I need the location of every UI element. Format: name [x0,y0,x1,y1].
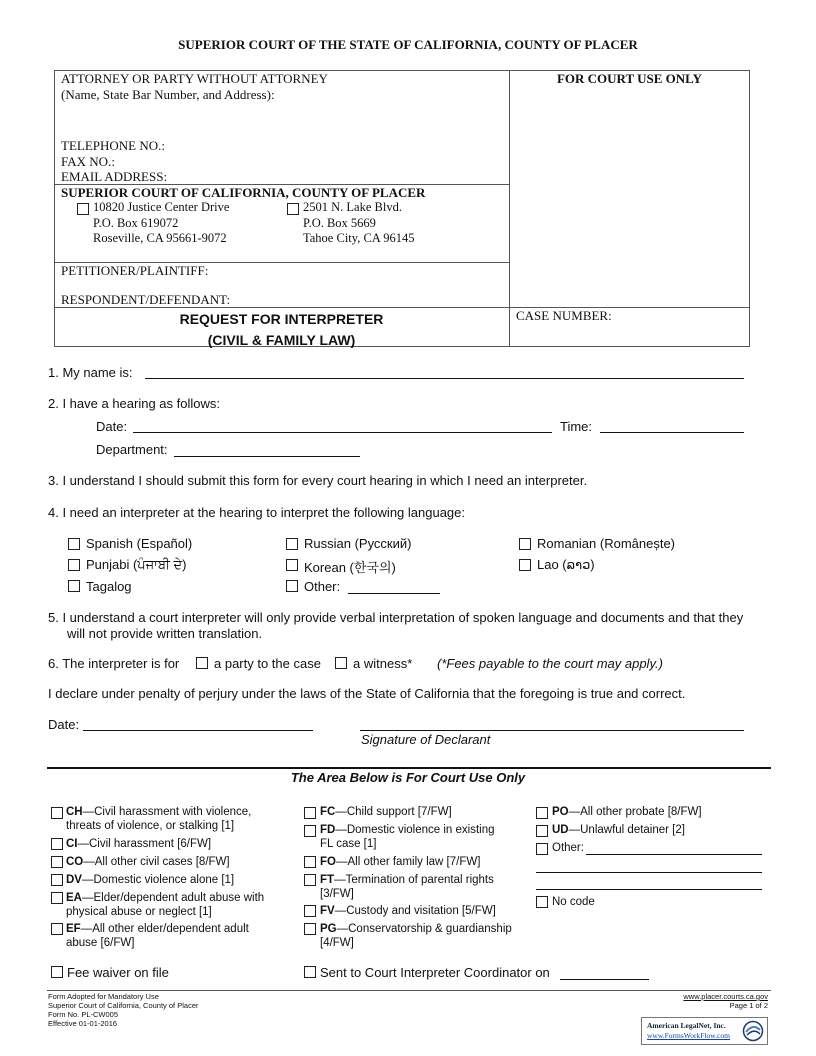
fee-waiver-checkbox[interactable] [51,966,63,978]
loc2-city: Tahoe City, CA 96145 [303,231,415,245]
department-field[interactable] [174,456,360,457]
other-language-label: Other: [304,579,341,594]
code-fc: FC—Child support [7/FW] [320,806,452,818]
item6-label: 6. The interpreter is for [48,656,180,671]
court-area-heading: The Area Below is For Court Use Only [290,770,526,785]
loc2-box: P.O. Box 5669 [303,215,376,230]
footer-divider [47,990,771,991]
page-number: Page 1 of 2 [729,1001,768,1010]
code-ea: EA—Elder/dependent adult abuse with physical abuse or neglect [1] [66,892,265,918]
spanish-checkbox[interactable] [68,538,80,550]
item5-text: 5. I understand a court interpreter will only provide verbal interpretation of spoken language and documents and that they [48,610,744,625]
hearing-date-field[interactable] [133,432,552,433]
hearing-date-label: Date: [96,419,128,434]
code-ud: UD—Unlawful detainer [2] [552,824,685,836]
loc1-city: Roseville, CA 95661-9072 [93,231,227,245]
code-co: CO—All other civil cases [8/FW] [66,856,230,868]
court-url-link[interactable]: www.placer.courts.ca.gov [683,992,768,1001]
item3-text: 3. I understand I should submit this form for every court hearing in which I need an interpreter. [48,473,588,488]
loc2-street: 2501 N. Lake Blvd. [303,200,402,214]
loc1-box: P.O. Box 619072 [93,215,179,230]
attorney-sublabel: (Name, State Bar Number, and Address): [61,87,275,102]
punjabi-checkbox[interactable] [68,559,80,571]
punjabi-label: Punjabi (ਪੰਜਾਬੀ ਦੇ) [86,557,187,572]
telephone-label: TELEPHONE NO.: [61,138,165,153]
hearing-time-label: Time: [560,419,593,434]
code-other-field-3[interactable] [536,889,762,890]
declaration-text: I declare under penalty of perjury under the laws of the State of California that the foregoing is true and correct. [48,686,686,701]
code-ea-checkbox[interactable] [51,892,63,904]
department-label: Department: [96,442,168,457]
lao-label: Lao (ລາວ) [537,557,595,572]
russian-label: Russian (Русский) [304,536,412,551]
fee-waiver-label: Fee waiver on file [67,965,169,980]
romanian-label: Romanian (Românește) [537,536,676,551]
code-ud-checkbox[interactable] [536,825,548,837]
party-label: a party to the case [214,656,321,671]
russian-checkbox[interactable] [286,538,298,550]
tagalog-checkbox[interactable] [68,580,80,592]
code-fd-checkbox[interactable] [304,825,316,837]
code-co-checkbox[interactable] [51,856,63,868]
hearing-time-field[interactable] [600,432,744,433]
american-legalnet-logo[interactable]: American LegalNet, Inc. www.FormsWorkFlow.com [641,1017,768,1045]
code-dv-checkbox[interactable] [51,874,63,886]
code-pg: PG—Conservatorship & guardianship [4/FW] [320,923,512,949]
korean-checkbox[interactable] [286,559,298,571]
signature-field[interactable] [360,730,744,731]
location-roseville-checkbox[interactable] [77,203,89,215]
signature-date-field[interactable] [83,730,313,731]
party-checkbox[interactable] [196,657,208,669]
lao-checkbox[interactable] [519,559,531,571]
other-language-checkbox[interactable] [286,580,298,592]
code-other-field-2[interactable] [536,872,762,873]
loc1-street: 10820 Justice Center Drive [93,200,230,214]
code-ci-checkbox[interactable] [51,838,63,850]
signature-caption: Signature of Declarant [361,732,491,747]
code-pg-checkbox[interactable] [304,923,316,935]
code-ci: CI—Civil harassment [6/FW] [66,838,212,850]
attorney-label: ATTORNEY OR PARTY WITHOUT ATTORNEY [61,71,328,86]
spanish-label: Spanish (Español) [86,536,193,551]
code-po-checkbox[interactable] [536,807,548,819]
code-fo: FO—All other family law [7/FW] [320,856,481,868]
footer-left: Form Adopted for Mandatory Use Superior Court of California, County of Placer Form No. PL-CW005 Effective 01-01-2016 [48,992,199,1028]
romanian-checkbox[interactable] [519,538,531,550]
fax-label: FAX NO.: [61,153,115,169]
footer-right [683,992,768,1010]
item1-label: 1. My name is: [48,365,133,380]
no-code-checkbox[interactable] [536,896,548,908]
other-language-field[interactable] [348,593,440,594]
no-code-label: No code [552,896,595,908]
sent-coordinator-checkbox[interactable] [304,966,316,978]
fees-note: (*Fees payable to the court may apply.) [437,656,663,671]
respondent-label: RESPONDENT/DEFENDANT: [61,292,231,307]
code-dv: DV—Domestic violence alone [1] [66,874,235,886]
caption-divider-vertical [509,70,510,347]
code-ef: EF—All other elder/dependent adult abuse [6/FW] [66,923,249,949]
code-ch-checkbox[interactable] [51,807,63,819]
code-fv: FV—Custody and visitation [5/FW] [320,905,496,917]
tagalog-label: Tagalog [86,579,132,594]
form-subtitle: (CIVIL & FAMILY LAW) [207,332,356,348]
witness-label: a witness* [353,656,413,671]
attorney-block[interactable] [61,71,328,103]
name-field[interactable] [145,378,744,379]
code-fc-checkbox[interactable] [304,807,316,819]
korean-label: Korean (한국의) [304,560,396,575]
code-other-field[interactable] [586,854,762,855]
court-use-label: FOR COURT USE ONLY [556,71,703,86]
signature-date-label: Date: [48,717,80,732]
email-label: EMAIL ADDRESS: [61,169,168,184]
witness-checkbox[interactable] [335,657,347,669]
code-ft: FT—Termination of parental rights [3/FW] [320,874,494,900]
location-tahoe-checkbox[interactable] [287,203,299,215]
item2-label: 2. I have a hearing as follows: [48,396,220,411]
code-fo-checkbox[interactable] [304,856,316,868]
code-fv-checkbox[interactable] [304,905,316,917]
code-ef-checkbox[interactable] [51,923,63,935]
court-name: SUPERIOR COURT OF CALIFORNIA, COUNTY OF PLACER [61,185,426,200]
code-ch: CH—Civil harassment with violence, threats of violence, or stalking [1] [66,806,252,832]
petitioner-label: PETITIONER/PLAINTIFF: [61,263,209,278]
code-other-label: Other: [552,842,584,854]
court-title: SUPERIOR COURT OF THE STATE OF CALIFORNIA, COUNTY OF PLACER [178,37,638,52]
code-fd: FD—Domestic violence in existing FL case [1] [320,824,495,850]
item4-text: 4. I need an interpreter at the hearing to interpret the following language: [48,505,466,520]
form-title: REQUEST FOR INTERPRETER [179,311,384,327]
sent-coordinator-label: Sent to Court Interpreter Coordinator on [320,965,550,980]
sent-date-field[interactable] [560,979,649,980]
case-number-label: CASE NUMBER: [516,308,612,323]
item5-text-cont: will not provide written translation. [67,626,263,641]
code-ft-checkbox[interactable] [304,874,316,886]
code-po: PO—All other probate [8/FW] [552,806,702,818]
globe-icon [742,1020,764,1042]
court-area-divider [47,767,771,769]
code-other-checkbox[interactable] [536,843,548,855]
